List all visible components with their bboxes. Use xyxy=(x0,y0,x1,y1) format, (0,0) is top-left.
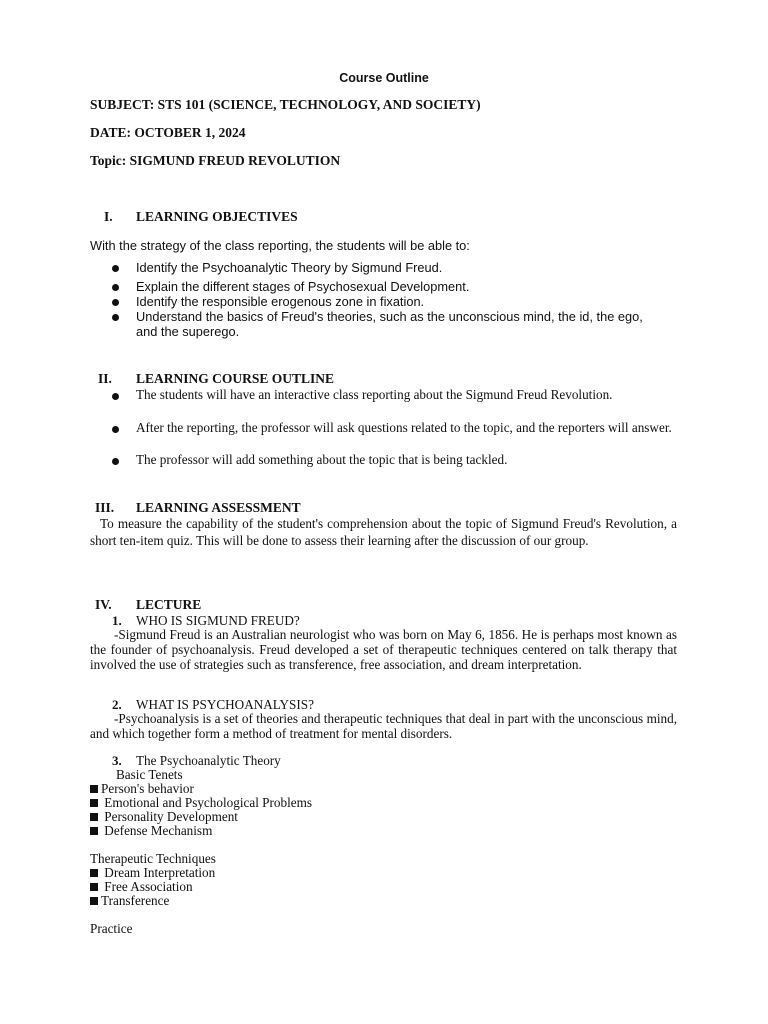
bullet-icon xyxy=(112,265,119,272)
question-title: The Psychoanalytic Theory xyxy=(136,753,281,768)
subject-line: SUBJECT: STS 101 (SCIENCE, TECHNOLOGY, AND SOCIETY) xyxy=(90,97,481,112)
tenet-item: Defense Mechanism xyxy=(90,823,212,839)
question-answer: -Sigmund Freud is an Australian neurologist who was born on May 6, 1856. He is perhaps most known as the founder of psychoanalysis. Freud developed a set of therapeutic techniques centered on talk therapy that involved the use of strategies such as transference, free association, and dream interpretation. xyxy=(90,627,677,672)
bullet-icon xyxy=(112,393,119,400)
objective-item: Identify the responsible erogenous zone in fixation. xyxy=(136,294,425,309)
techniques-heading: Therapeutic Techniques xyxy=(90,851,216,866)
section-title-outline: LEARNING COURSE OUTLINE xyxy=(136,371,335,386)
assessment-text: To measure the capability of the student's comprehension about the topic of Sigmund Freud's Revolution, a short ten-item quiz. This will be done to assess their learning after the discussion of our group. xyxy=(90,516,677,548)
question-number: 1. xyxy=(112,613,122,628)
section-number-lecture: IV. xyxy=(95,597,112,612)
question-answer: -Psychoanalysis is a set of theories and therapeutic techniques that deal in part with the unconscious mind, and which together form a method of treatment for mental disorders. xyxy=(90,711,677,741)
bullet-icon xyxy=(112,426,119,433)
outline-item: The professor will add something about the topic that is being tackled. xyxy=(136,452,508,467)
question-title: WHAT IS PSYCHOANALYSIS? xyxy=(136,697,314,712)
square-bullet-icon xyxy=(90,813,98,821)
practice-label: Practice xyxy=(90,921,133,936)
square-bullet-icon xyxy=(90,897,98,905)
square-bullet-icon xyxy=(90,869,98,877)
objective-item: Understand the basics of Freud's theories, such as the unconscious mind, the id, the ego, and the superego. xyxy=(136,309,643,339)
question-title: WHO IS SIGMUND FREUD? xyxy=(136,613,300,628)
topic-line: Topic: SIGMUND FREUD REVOLUTION xyxy=(90,153,341,168)
section-number-assessment: III. xyxy=(95,500,115,515)
square-bullet-icon xyxy=(90,883,98,891)
outline-item: The students will have an interactive class reporting about the Sigmund Freud Revolution. xyxy=(136,387,613,402)
section-title-objectives: LEARNING OBJECTIVES xyxy=(136,209,298,224)
date-line: DATE: OCTOBER 1, 2024 xyxy=(90,125,246,140)
square-bullet-icon xyxy=(90,785,98,793)
outline-item: After the reporting, the professor will ask questions related to the topic, and the reporters will answer. xyxy=(136,420,672,435)
tenet-item: Personality Development xyxy=(90,809,238,825)
section-number-outline: II. xyxy=(98,371,112,386)
tenets-heading: Basic Tenets xyxy=(116,767,183,782)
question-number: 2. xyxy=(112,697,122,712)
question-number: 3. xyxy=(112,753,122,768)
technique-item: Dream Interpretation xyxy=(90,865,215,881)
objectives-intro: With the strategy of the class reporting, the students will be able to: xyxy=(90,238,470,253)
objective-item: Identify the Psychoanalytic Theory by Sigmund Freud. xyxy=(136,260,443,275)
section-title-assessment: LEARNING ASSESSMENT xyxy=(136,500,301,515)
tenet-item: Person's behavior xyxy=(90,781,194,797)
bullet-icon xyxy=(112,284,119,291)
bullet-icon xyxy=(112,458,119,465)
section-title-lecture: LECTURE xyxy=(136,597,202,612)
bullet-icon xyxy=(112,314,119,321)
square-bullet-icon xyxy=(90,827,98,835)
bullet-icon xyxy=(112,299,119,306)
square-bullet-icon xyxy=(90,799,98,807)
section-number-objectives: I. xyxy=(104,209,113,224)
technique-item: Free Association xyxy=(90,879,193,895)
technique-item: Transference xyxy=(90,893,169,909)
tenet-item: Emotional and Psychological Problems xyxy=(90,795,312,811)
document-title: Course Outline xyxy=(339,71,429,85)
objective-item: Explain the different stages of Psychosexual Development. xyxy=(136,279,470,294)
